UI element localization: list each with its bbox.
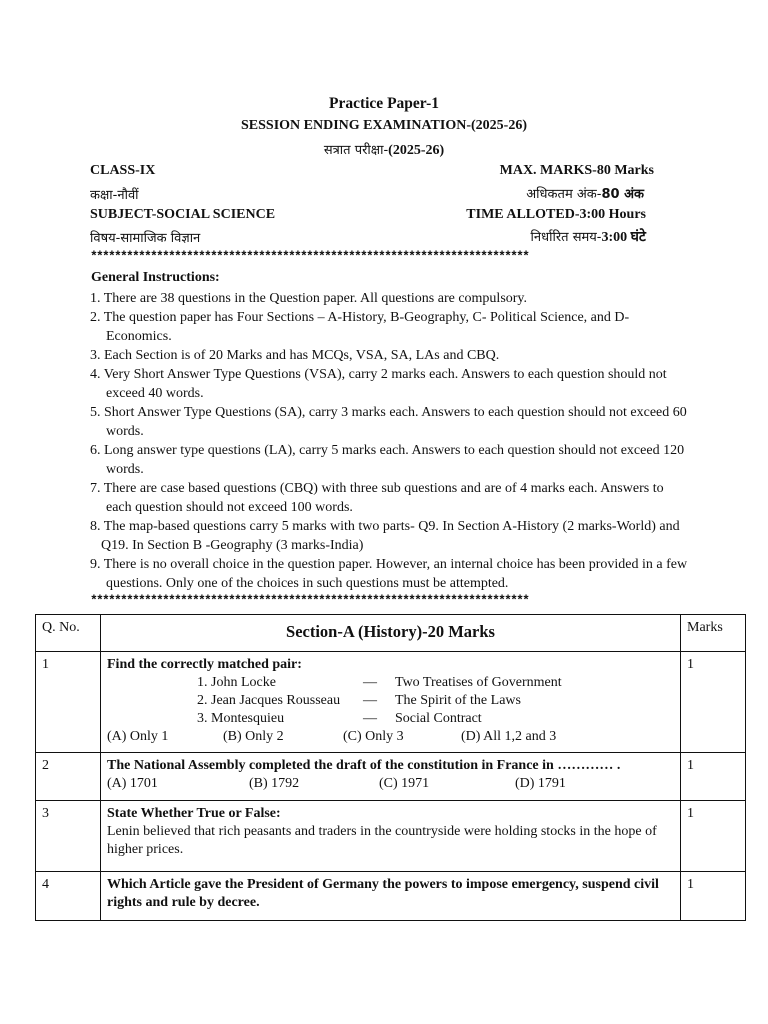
max-marks-hindi-prefix: अधिकतम अंक- xyxy=(526,187,602,202)
separator-bottom: ************************************************************************* xyxy=(90,593,529,608)
instruction-item: 5. Short Answer Type Questions (SA), carry 3 marks each. Answers to each question should not exceed 60 words. xyxy=(90,405,687,439)
question-marks: 1 xyxy=(681,872,746,921)
time-allotted-label-hindi xyxy=(531,227,646,246)
question-number: 4 xyxy=(36,872,101,921)
question-number: 2 xyxy=(36,753,101,801)
instruction-item: 7. There are case based questions (CBQ) with three sub questions and are of 4 marks each. Answers to each question should not exceed 100 words. xyxy=(90,481,664,515)
match-left: 2. Jean Jacques Rousseau xyxy=(197,693,341,708)
class-label: CLASS-IX xyxy=(90,163,156,178)
option-c: (C) Only 3 xyxy=(343,729,404,744)
column-header-qno: Q. No. xyxy=(36,615,101,652)
question-cell xyxy=(101,753,681,801)
match-pair xyxy=(197,692,674,710)
table-header-row xyxy=(36,615,746,652)
instruction-item: 2. The question paper has Four Sections – A-History, B-Geography, C- Political Science, and D-Economics. xyxy=(90,310,630,344)
max-marks-hindi-value: 80 अंक xyxy=(601,187,644,202)
option-a: (A) 1701 xyxy=(107,776,158,791)
question-number: 3 xyxy=(36,801,101,872)
exam-title-hindi xyxy=(0,140,768,159)
section-title: Section-A (History)-20 Marks xyxy=(101,615,681,652)
question-marks: 1 xyxy=(681,801,746,872)
max-marks-label: MAX. MARKS-80 Marks xyxy=(499,163,654,178)
table-row xyxy=(36,872,746,921)
question-number: 1 xyxy=(36,652,101,753)
subject-label: SUBJECT-SOCIAL SCIENCE xyxy=(90,207,276,222)
separator-top: ************************************************************************* xyxy=(90,249,529,264)
match-dash: — xyxy=(363,711,377,726)
match-left: 1. John Locke xyxy=(197,675,276,690)
question-body: Lenin believed that rich peasants and traders in the countryside were holding stocks in the hope of higher prices. xyxy=(107,824,657,857)
instructions-list xyxy=(90,289,690,593)
match-right: Social Contract xyxy=(395,711,482,726)
exam-title-hindi-year: (2025-26) xyxy=(388,143,445,158)
match-pair xyxy=(197,710,674,728)
option-b: (B) Only 2 xyxy=(223,729,284,744)
question-cell xyxy=(101,801,681,872)
instructions-heading: General Instructions: xyxy=(91,270,220,285)
match-left: 3. Montesquieu xyxy=(197,711,285,726)
table-row xyxy=(36,753,746,801)
instruction-item: 8. The map-based questions carry 5 marks with two parts- Q9. In Section A-History (2 marks-World) and Q19. In Section B -Geography (3 marks-India) xyxy=(90,519,680,553)
option-d: (D) All 1,2 and 3 xyxy=(461,729,557,744)
paper-title: Practice Paper-1 xyxy=(328,95,439,112)
option-a: (A) Only 1 xyxy=(107,729,169,744)
question-text: The National Assembly completed the draft of the constitution in France in ………… . xyxy=(107,758,621,773)
instruction-item: 9. There is no overall choice in the question paper. However, an internal choice has been provided in a few questions. Only one of the choices in such questions must be attempted. xyxy=(90,557,688,591)
question-table xyxy=(35,614,746,921)
instruction-item: 3. Each Section is of 20 Marks and has MCQs, VSA, SA, LAs and CBQ. xyxy=(90,348,500,363)
time-hindi-value: 3:00 घंटे xyxy=(601,230,646,245)
match-right: Two Treatises of Government xyxy=(395,675,562,690)
answer-options xyxy=(107,775,674,793)
question-cell xyxy=(101,872,681,921)
match-pair xyxy=(197,674,674,692)
option-b: (B) 1792 xyxy=(249,776,300,791)
instruction-item: 4. Very Short Answer Type Questions (VSA), carry 2 marks each. Answers to each question should not exceed 40 words. xyxy=(90,367,667,401)
question-marks: 1 xyxy=(681,652,746,753)
question-text: Which Article gave the President of Germany the powers to impose emergency, suspend civil rights and rule by decree. xyxy=(107,877,659,910)
table-row xyxy=(36,652,746,753)
match-dash: — xyxy=(363,693,377,708)
instruction-item: 1. There are 38 questions in the Question paper. All questions are compulsory. xyxy=(90,291,528,306)
option-c: (C) 1971 xyxy=(379,776,430,791)
exam-title: SESSION ENDING EXAMINATION-(2025-26) xyxy=(241,118,527,133)
subject-label-hindi: विषय-सामाजिक विज्ञान xyxy=(90,231,201,246)
question-text: Find the correctly matched pair: xyxy=(107,657,302,672)
class-label-hindi: कक्षा-नौवीं xyxy=(90,188,139,203)
question-cell xyxy=(101,652,681,753)
answer-options xyxy=(107,728,674,746)
question-marks: 1 xyxy=(681,753,746,801)
option-d: (D) 1791 xyxy=(515,776,566,791)
table-row xyxy=(36,801,746,872)
instruction-item: 6. Long answer type questions (LA), carry 5 marks each. Answers to each question should not exceed 120 words. xyxy=(90,443,685,477)
max-marks-label-hindi xyxy=(526,184,644,203)
time-hindi-prefix: निर्धारित समय- xyxy=(530,230,602,245)
question-text: State Whether True or False: xyxy=(107,806,281,821)
match-dash: — xyxy=(363,675,377,690)
match-right: The Spirit of the Laws xyxy=(395,693,521,708)
time-allotted-label: TIME ALLOTED-3:00 Hours xyxy=(466,207,646,222)
column-header-marks: Marks xyxy=(681,615,746,652)
exam-title-hindi-prefix: सत्रात परीक्षा- xyxy=(323,143,389,158)
